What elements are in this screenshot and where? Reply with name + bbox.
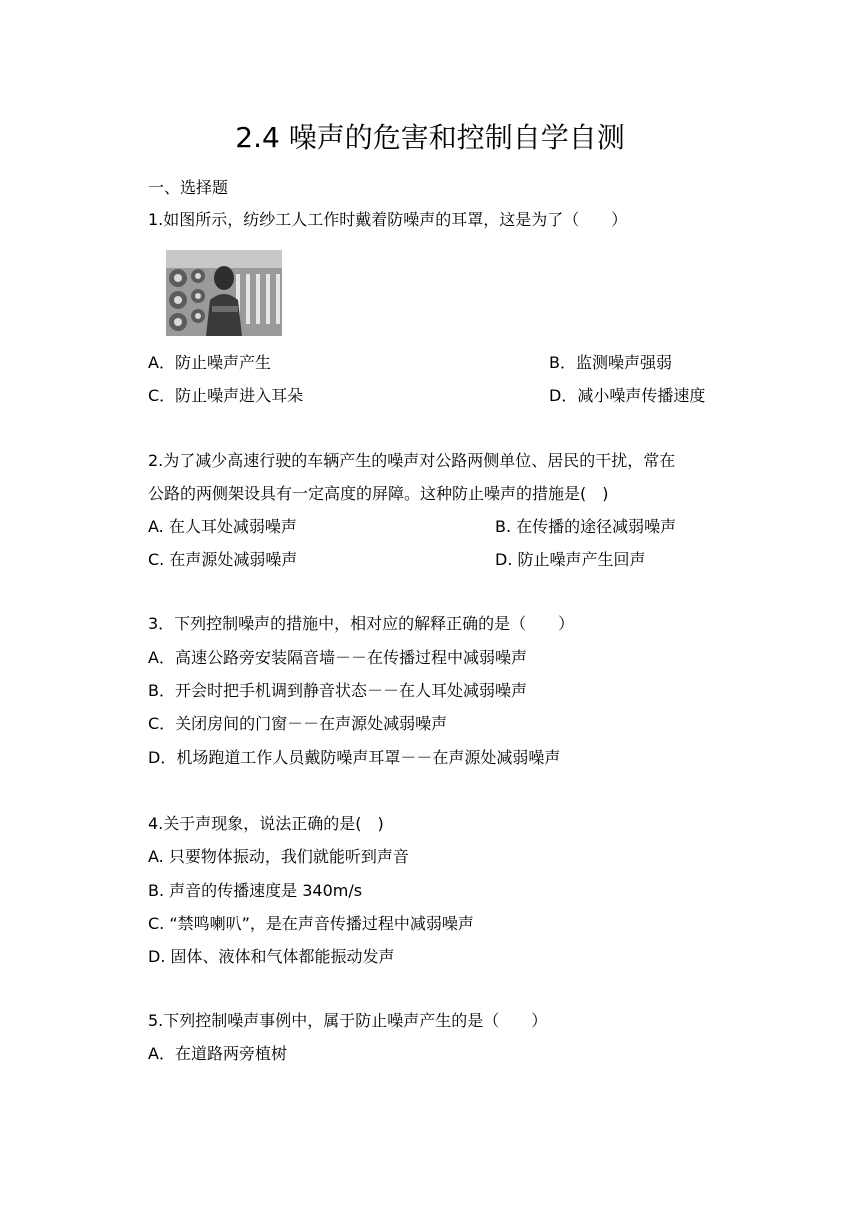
question-1-option-c: C．防止噪声进入耳朵	[148, 386, 304, 405]
question-5-stem: 5.下列控制噪声事例中，属于防止噪声产生的是（ ）	[148, 1011, 548, 1030]
question-4-option-b: B. 声音的传播速度是 340m/s	[148, 881, 363, 900]
question-2-option-b: B. 在传播的途径减弱噪声	[495, 517, 677, 536]
question-4-option-d: D. 固体、液体和气体都能振动发声	[148, 947, 395, 966]
question-3-option-c: C．关闭房间的门窗－－在声源处减弱噪声	[148, 714, 448, 733]
question-4-stem: 4.关于声现象，说法正确的是( )	[148, 814, 384, 833]
question-2-option-a: A. 在人耳处减弱噪声	[148, 517, 297, 536]
question-3-stem: 3．下列控制噪声的措施中，相对应的解释正确的是（ ）	[148, 614, 575, 633]
question-1-option-d: D．减小噪声传播速度	[549, 386, 706, 405]
question-5-option-a: A．在道路两旁植树	[148, 1044, 287, 1063]
textile-worker-photo	[166, 250, 282, 336]
question-2-stem-line-2: 公路的两侧架设具有一定高度的屏障。这种防止噪声的措施是( )	[148, 484, 609, 503]
question-3-option-b: B．开会时把手机调到静音状态－－在人耳处减弱噪声	[148, 681, 527, 700]
question-4-option-a: A. 只要物体振动，我们就能听到声音	[148, 847, 409, 866]
page-title: 2.4 噪声的危害和控制自学自测	[235, 121, 625, 154]
question-1-stem: 1.如图所示，纺纱工人工作时戴着防噪声的耳罩，这是为了（ ）	[148, 210, 628, 229]
question-2-option-d: D. 防止噪声产生回声	[495, 550, 646, 569]
question-1-option-b: B．监测噪声强弱	[549, 353, 672, 372]
question-2-stem-line-1: 2.为了减少高速行驶的车辆产生的噪声对公路两侧单位、居民的干扰，常在	[148, 451, 676, 470]
question-3-option-a: A．高速公路旁安装隔音墙－－在传播过程中减弱噪声	[148, 648, 527, 667]
question-2-option-c: C. 在声源处减弱噪声	[148, 550, 298, 569]
question-3-option-d: D．机场跑道工作人员戴防噪声耳罩－－在声源处减弱噪声	[148, 748, 561, 767]
question-4-option-c: C. “禁鸣喇叭”，是在声音传播过程中减弱噪声	[148, 914, 474, 933]
question-1-option-a: A．防止噪声产生	[148, 353, 271, 372]
section-heading: 一、选择题	[148, 178, 229, 197]
